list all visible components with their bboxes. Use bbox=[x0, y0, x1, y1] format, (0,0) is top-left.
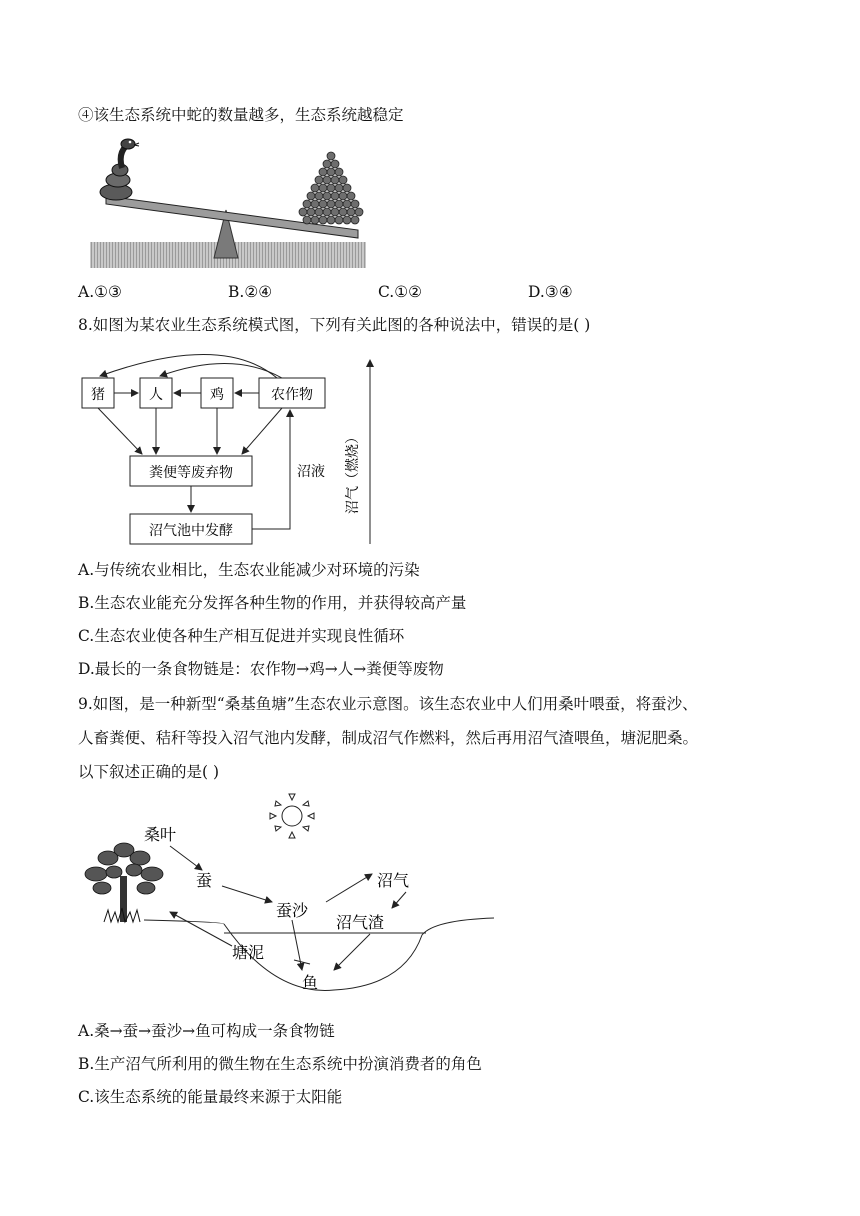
label-biogas: 沼气 bbox=[377, 871, 410, 890]
seesaw-illustration bbox=[88, 134, 368, 269]
label-silkworm: 蚕 bbox=[196, 871, 213, 890]
label-mulberry-leaf: 桑叶 bbox=[144, 825, 177, 844]
q8-option-b[interactable]: B.生态农业能充分发挥各种生物的作用，并获得较高产量 bbox=[78, 594, 467, 612]
q7-option-c[interactable]: C.①② bbox=[378, 283, 423, 301]
q9-option-a[interactable]: A.桑→蚕→蚕沙→鱼可构成一条食物链 bbox=[78, 1022, 335, 1040]
label-slurry: 沼液 bbox=[297, 464, 325, 480]
label-crops: 农作物 bbox=[271, 387, 313, 403]
label-digester: 沼气池中发酵 bbox=[149, 523, 233, 539]
q9-stem-line-1: 9.如图，是一种新型“桑基鱼塘”生态农业示意图。该生态农业中人们用桑叶喂蚕，将蚕沙、 bbox=[78, 695, 698, 713]
q7-statement-4: ④该生态系统中蛇的数量越多，生态系统越稳定 bbox=[78, 106, 404, 124]
q8-option-d[interactable]: D.最长的一条食物链是：农作物→鸡→人→粪便等废物 bbox=[78, 660, 444, 678]
label-fish: 鱼 bbox=[302, 973, 319, 992]
label-human: 人 bbox=[149, 387, 163, 403]
q8-option-a[interactable]: A.与传统农业相比，生态农业能减少对环境的污染 bbox=[78, 561, 420, 579]
q8-option-c[interactable]: C.生态农业使各种生产相互促进并实现良性循环 bbox=[78, 627, 405, 645]
frog-pile-icon bbox=[299, 152, 363, 224]
sun-icon bbox=[270, 794, 314, 838]
label-chicken: 鸡 bbox=[210, 387, 224, 403]
q8-stem: 8.如图为某农业生态系统模式图，下列有关此图的各种说法中，错误的是( ) bbox=[78, 316, 591, 334]
agro-ecosystem-diagram bbox=[72, 336, 402, 546]
label-pig: 猪 bbox=[91, 387, 105, 403]
q7-option-d[interactable]: D.③④ bbox=[528, 283, 573, 301]
q7-option-a[interactable]: A.①③ bbox=[78, 283, 122, 301]
mulberry-tree-icon bbox=[85, 843, 163, 922]
pond-outline bbox=[144, 918, 494, 990]
label-biogas: 沼气（燃烧） bbox=[345, 430, 361, 514]
q9-option-c[interactable]: C.该生态系统的能量最终来源于太阳能 bbox=[78, 1088, 343, 1106]
q9-stem-line-2: 人畜粪便、秸秆等投入沼气池内发酵，制成沼气作燃料，然后再用沼气渣喂鱼，塘泥肥桑。 bbox=[78, 729, 699, 747]
label-silkworm-droppings: 蚕沙 bbox=[276, 901, 309, 920]
q9-option-b[interactable]: B.生产沼气所利用的微生物在生态系统中扮演消费者的角色 bbox=[78, 1055, 482, 1073]
q9-stem-line-3: 以下叙述正确的是( ) bbox=[78, 763, 220, 781]
mulberry-fish-pond-diagram bbox=[74, 790, 494, 1005]
q7-option-b[interactable]: B.②④ bbox=[228, 283, 273, 301]
label-waste: 粪便等废弃物 bbox=[149, 465, 233, 481]
snake-icon bbox=[100, 139, 139, 200]
label-biogas-residue: 沼气渣 bbox=[336, 913, 385, 932]
label-pond-mud: 塘泥 bbox=[232, 943, 265, 962]
